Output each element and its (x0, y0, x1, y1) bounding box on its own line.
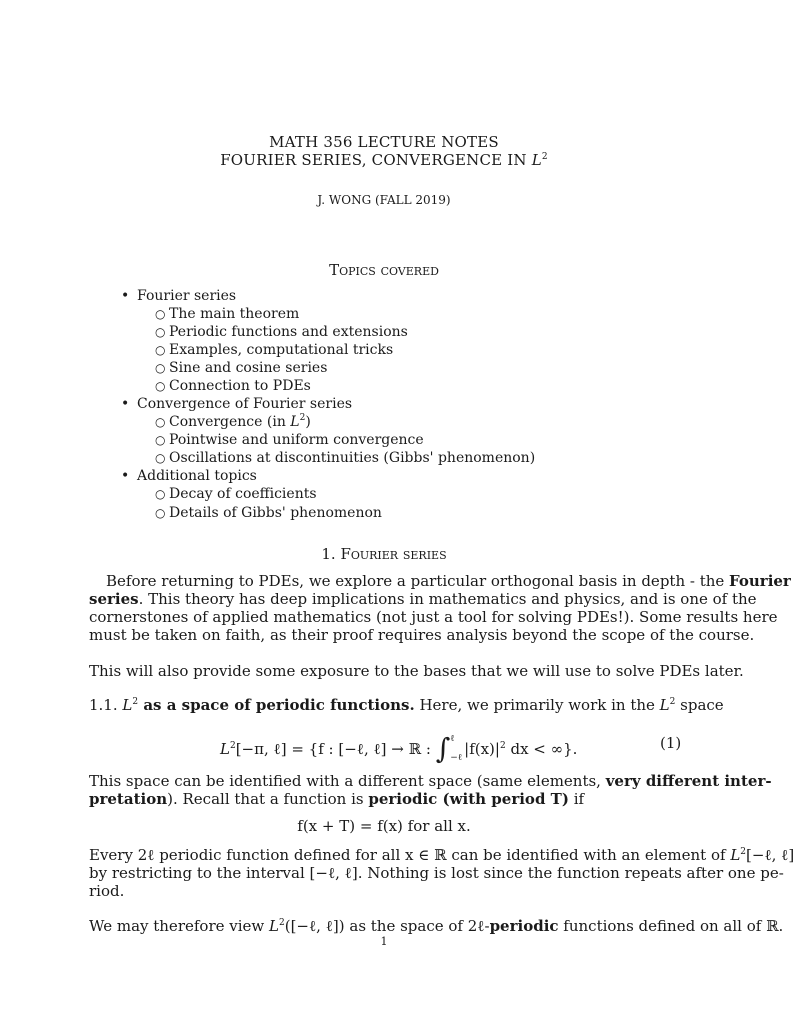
topic-subitem: ○ Oscillations at discontinuities (Gibbs' phenomenon) (155, 450, 536, 466)
topics-heading: Topics covered (329, 261, 439, 279)
title-line-1: MATH 356 LECTURE NOTES (269, 133, 499, 151)
topic-subitem: ○ Connection to PDEs (155, 378, 311, 394)
bold-term: periodic (with period T) (368, 790, 569, 808)
bold-term: series (89, 590, 139, 608)
bullet-icon: • (121, 468, 130, 484)
topic-subitem: ○ Convergence (in $L^2$) (155, 413, 311, 430)
topic-subitem: ○ Decay of coefficients (155, 486, 317, 502)
paragraph-line: We may therefore view $L^2([-\ell$, ℓ]) as the space of 2ℓ-periodic functions defined on all of ℝ. (89, 917, 784, 935)
bold-term: periodic (489, 917, 559, 935)
integral-sign: ∫ (435, 732, 451, 765)
equation-1: $L^2[-\pi$, ℓ] = {f : [−ℓ, ℓ] → ℝ : ∫ ℓ −ℓ $|f(x)|^2$ dx < ∞}. (220, 732, 578, 765)
paragraph-line: by restricting to the interval [−ℓ, ℓ]. Nothing is lost since the function repeats after one pe- (89, 864, 784, 882)
paragraph-line: Before returning to PDEs, we explore a particular orthogonal basis in depth - the Fourier (106, 572, 791, 590)
equation-number: (1) (660, 734, 682, 752)
circle-bullet-icon: ○ (155, 451, 166, 465)
paragraph-line: This will also provide some exposure to the bases that we will use to solve PDEs later. (89, 662, 744, 680)
title-line-2 (0, 151, 768, 169)
title-math-l: L (531, 151, 542, 169)
topic-subitem: ○ Examples, computational tricks (155, 342, 394, 358)
author-line: J. WONG (FALL 2019) (317, 193, 451, 207)
page-number: 1 (380, 935, 388, 948)
bold-term: very different inter- (605, 772, 772, 790)
paragraph-line: series. This theory has deep implications in mathematics and physics, and is one of the (89, 590, 757, 608)
circle-bullet-icon: ○ (155, 379, 166, 393)
paragraph-line: cornerstones of applied mathematics (not just a tool for solving PDEs!). Some results here (89, 608, 778, 626)
circle-bullet-icon: ○ (155, 487, 166, 501)
topic-subitem: ○ Sine and cosine series (155, 360, 328, 376)
circle-bullet-icon: ○ (155, 343, 166, 357)
topic-subitem: ○ Pointwise and uniform convergence (155, 432, 424, 448)
bold-term: Fourier (729, 572, 791, 590)
paragraph-line: must be taken on faith, as their proof requires analysis beyond the scope of the course. (89, 626, 755, 644)
section-heading: 1. Fourier series (321, 545, 447, 563)
math-l: L (122, 696, 133, 714)
topic-subitem: ○ Periodic functions and extensions (155, 324, 408, 340)
circle-bullet-icon: ○ (155, 433, 166, 447)
topic-item: • Fourier series (121, 288, 237, 304)
bullet-icon: • (121, 396, 130, 412)
circle-bullet-icon: ○ (155, 307, 166, 321)
paragraph-line: This space can be identified with a different space (same elements, very different inter- (89, 772, 772, 790)
title-line-2-text: FOURIER SERIES, CONVERGENCE IN (220, 151, 527, 169)
bullet-icon: • (121, 288, 130, 304)
equation-2: f(x + T) = f(x) for all x. (297, 817, 471, 835)
topic-item: • Additional topics (121, 468, 257, 484)
paragraph-line: Every 2ℓ periodic function defined for all x ∈ ℝ can be identified with an element of $L^2[-\ell$, ℓ] (89, 846, 794, 864)
paragraph-line: pretation). Recall that a function is periodic (with period T) if (89, 790, 585, 808)
circle-bullet-icon: ○ (155, 325, 166, 339)
paragraph-line: riod. (89, 882, 125, 900)
circle-bullet-icon: ○ (155, 415, 166, 429)
circle-bullet-icon: ○ (155, 506, 166, 520)
subsection-heading: 1.1. $L^2$ as a space of periodic functions. Here, we primarily work in the $L^2$ space (89, 696, 724, 714)
subsection-title: as a space of periodic functions. (138, 696, 415, 714)
integral-limits: ℓ −ℓ (450, 734, 463, 763)
bold-term: pretation (89, 790, 168, 808)
topic-item: • Convergence of Fourier series (121, 396, 353, 412)
topic-subitem: ○ Details of Gibbs' phenomenon (155, 505, 382, 521)
title-math-sup: 2 (541, 152, 548, 162)
topic-subitem: ○ The main theorem (155, 306, 300, 322)
circle-bullet-icon: ○ (155, 361, 166, 375)
